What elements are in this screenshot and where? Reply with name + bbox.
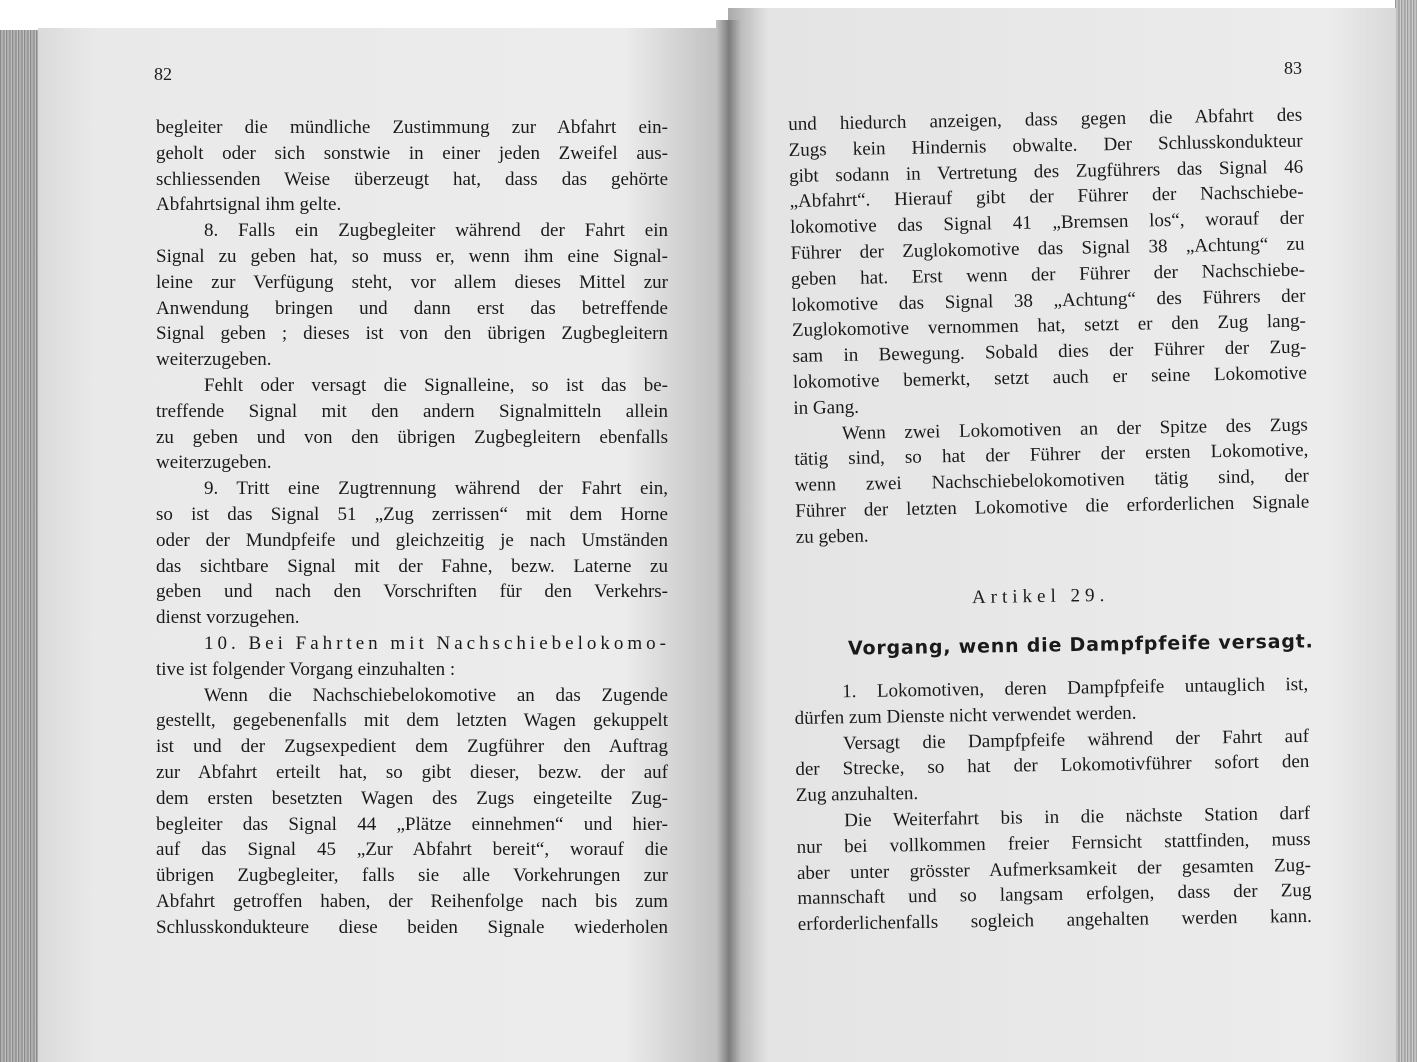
text-line: Signal zu geben hat, so muss er, wenn ihm eine Signal- [156, 245, 668, 267]
right-page-body-upper [788, 103, 1310, 551]
text-line: leine zur Verfügung steht, vor allem dieses Mittel zur [156, 271, 668, 293]
text-line: Abfahrtsignal ihm gelte. [156, 194, 342, 216]
text-line: in Gang. [793, 396, 860, 419]
text-line: treffende Signal mit den andern Signalmitteln allein [156, 400, 668, 422]
text-line: dürfen zum Dienste nicht verwendet werden. [794, 702, 1137, 729]
text-line: Führer der letzten Lokomotive die erforderlichen Signale [795, 491, 1310, 522]
left-page [38, 28, 728, 1062]
text-line: sam in Bewegung. Sobald dies der Führer der Zug- [792, 336, 1307, 368]
text-line: aber unter grösster Aufmerksamkeit der gesamten Zug- [796, 854, 1312, 884]
text-line: Führer der Zuglokomotive das Signal 38 „Achtung“ zu [790, 233, 1305, 264]
text-line: Die Weiterfahrt bis in die nächste Station darf [844, 802, 1311, 832]
text-line: der Strecke, so hat der Lokomotivführer sofort den [795, 751, 1310, 781]
text-line: tive ist folgender Vorgang einzuhalten : [156, 658, 456, 680]
text-line: Schlusskondukteure diese beiden Signale wiederholen [156, 916, 668, 938]
text-line: wenn zwei Nachschiebelokomotiven tätig sind, der [794, 465, 1309, 497]
text-line: ist und der Zugsexpedient dem Zugführer den Auftrag [156, 736, 668, 758]
text-line: Wenn zwei Lokomotiven an der Spitze des Zugs [841, 414, 1309, 444]
text-line: geben und nach den Vorschriften für den Verkehrs- [156, 581, 668, 603]
right-page-body-lower [794, 672, 1312, 938]
text-line: Versagt die Dampfpfeife während der Fahrt auf [842, 725, 1310, 754]
text-line: Zug anzuhalten. [795, 783, 919, 807]
text-line: begleiter die mündliche Zustimmung zur Abfahrt ein- [156, 117, 668, 138]
text-line: zu geben und von den übrigen Zugbegleitern ebenfalls [156, 426, 668, 448]
text-line: Abfahrt getroffen haben, der Reihenfolge nach bis zum [156, 890, 668, 912]
text-line: dem ersten besetzten Wagen des Zugs eingeteilte Zug- [156, 787, 668, 809]
text-line: und hiedurch anzeigen, dass gegen die Abfahrt des [788, 104, 1303, 135]
text-line: lokomotive das Signal 38 „Achtung“ des Führers der [791, 285, 1306, 316]
text-line: schliessenden Weise überzeugt hat, dass das gehörte [156, 168, 668, 190]
text-line: gestellt, gegebenenfalls mit dem letzten Wagen gekuppelt [156, 710, 668, 732]
text-line: 9. Tritt eine Zugtrennung während der Fahrt ein, [204, 478, 668, 500]
text-line: geben hat. Erst wenn der Führer der Nachschiebe- [790, 259, 1306, 290]
article-subheading: Vorgang, wenn die Dampfpfeife versagt. [847, 630, 1314, 660]
text-line: Anwendung bringen und dann erst das betreffende [156, 297, 668, 319]
text-line: zur Abfahrt erteilt hat, so gibt dieser, bezw. der auf [156, 761, 668, 783]
text-line: „Abfahrt“. Hierauf gibt der Führer der Nachschiebe- [789, 181, 1304, 213]
text-line: erforderlichenfalls sogleich angehalten werden kann. [797, 906, 1312, 936]
text-line: zu geben. [795, 525, 869, 548]
text-line: Fehlt oder versagt die Signalleine, so ist das be- [204, 374, 668, 396]
text-line: lokomotive bemerkt, setzt auch er seine Lokomotive [792, 362, 1308, 393]
text-line: weiterzugeben. [156, 349, 272, 371]
text-line: 8. Falls ein Zugbegleiter während der Fahrt ein [204, 220, 668, 242]
left-page-body [156, 115, 668, 941]
text-line: das sichtbare Signal mit der Fahne, bezw. Laterne zu [156, 555, 668, 577]
text-line: 10. Bei Fahrten mit Nachschiebelokomo- [204, 632, 670, 654]
text-line: lokomotive das Signal 41 „Bremsen los“, worauf der [789, 207, 1305, 239]
text-line: geholt oder sich sonstwie in einer jeden Zweifel aus- [156, 142, 668, 164]
text-line: übrigen Zugbegleiter, falls sie alle Vorkehrungen zur [156, 865, 668, 887]
book-gutter [716, 20, 742, 1062]
text-line: Zuglokomotive vernommen hat, setzt er den Zug lang- [791, 310, 1307, 342]
text-line: 1. Lokomotiven, deren Dampfpfeife untauglich ist, [842, 673, 1309, 703]
text-line: Wenn die Nachschiebelokomotive an das Zugende [204, 684, 668, 706]
text-line: oder der Mundpfeife und gleichzeitig je nach Umständen [156, 529, 668, 551]
text-line: tätig sind, so hat der Führer der ersten Lokomotive, [794, 439, 1309, 471]
page-number-left: 82 [154, 64, 172, 84]
text-line: so ist das Signal 51 „Zug zerrissen“ mit dem Horne [156, 503, 668, 525]
page-number-right: 83 [1284, 58, 1302, 78]
right-page [728, 8, 1396, 1062]
text-line: nur bei vollkommen freier Fernsicht stattfinden, muss [796, 828, 1311, 858]
text-line: Zugs kein Hindernis obwalte. Der Schlusskondukteur [788, 130, 1303, 161]
text-line: weiterzugeben. [156, 452, 272, 474]
text-line: auf das Signal 45 „Zur Abfahrt bereit“, worauf die [156, 839, 668, 861]
article-heading: Artikel 29. [971, 584, 1110, 609]
page-edges-right [1395, 0, 1417, 1062]
text-line: begleiter das Signal 44 „Plätze einnehmen“ und hier- [156, 813, 668, 835]
text-line: mannschaft und so langsam erfolgen, dass der Zug [797, 880, 1312, 910]
text-line: dienst vorzugehen. [156, 607, 300, 629]
text-line: gibt sodann in Vertretung des Zugführers das Signal 46 [788, 156, 1304, 187]
text-line: Signal geben ; dieses ist von den übrigen Zugbegleitern [156, 323, 668, 345]
